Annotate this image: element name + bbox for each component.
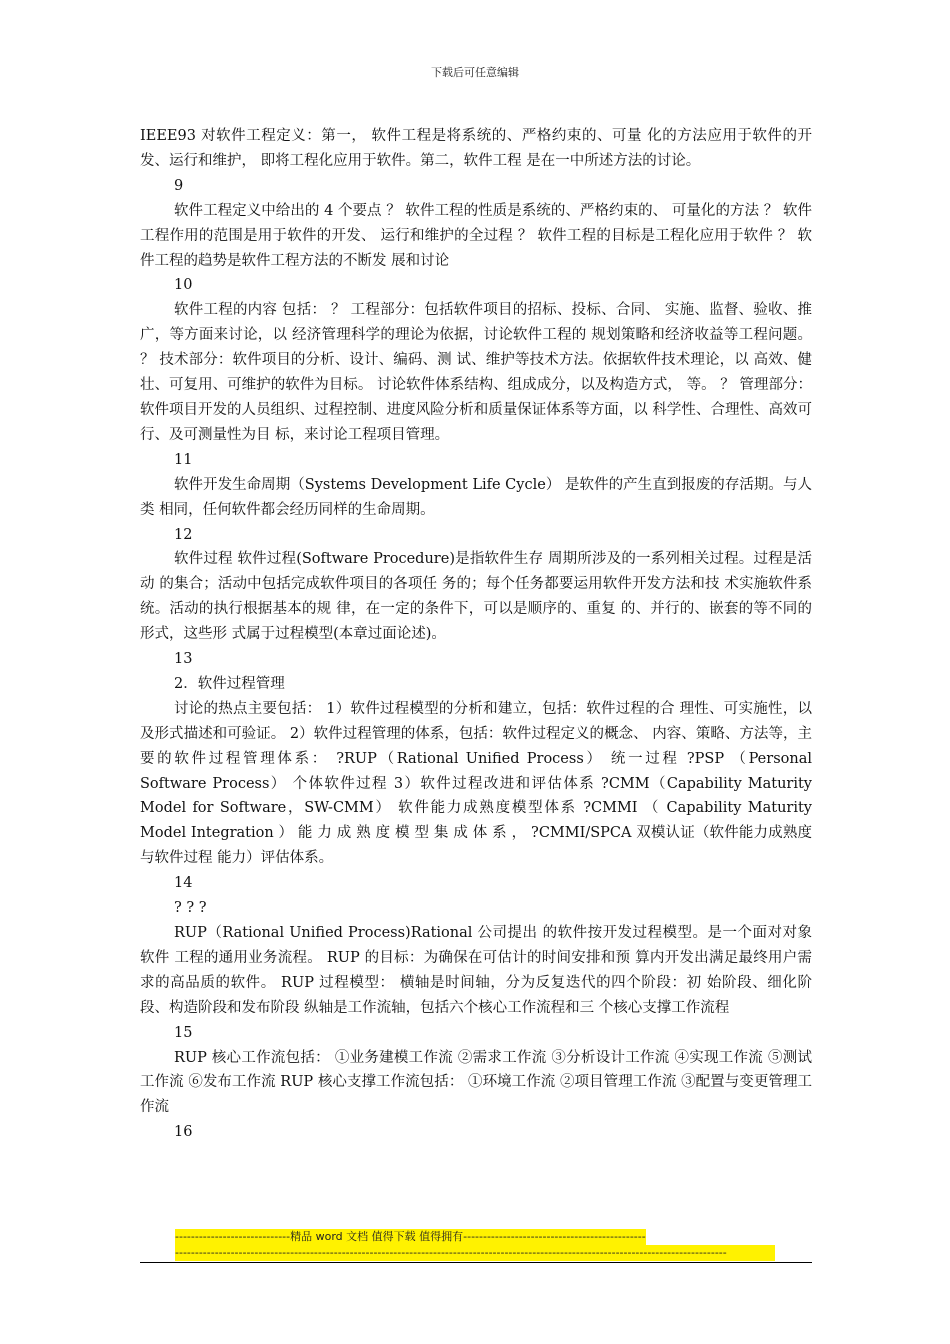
paragraph: 软件工程的内容 包括： ？ 工程部分：包括软件项目的招标、投标、合同、 实施、监督、验收、推广，等方面来讨论，以 经济管理科学的理论为依据，讨论软件工程的 规划策略和经济收益等工程问题。 ？ 技术部分：软件项目的分析、设计、编码、测 试、维护等技术方法。依据软件技术理论，以 高效、健壮、可复用、可维护的软件为目标。 讨论软件体系结构、组成成分，以及构造方式， 等。 ？ 管理部分：软件项目开发的人员组织、过程控制、进度风险分析和质量保证体系等方面，以 科学性、合理性、高效可行、及可测量性为目 标，来讨论工程项目管理。 <box>140 302 812 443</box>
footer-banner <box>175 1229 775 1261</box>
paragraph: 软件工程定义中给出的 4 个要点 ？ 软件工程的性质是系统的、严格约束的、 可量化的方法 ？ 软件工程作用的范围是用于软件的开发、 运行和维护的全过程 ？ 软件工程的目标是工程化应用于软件 ？ 软件工程的趋势是软件工程方法的不断发 展和讨论 <box>140 202 812 269</box>
paragraph: 软件过程 软件过程(Software Procedure)是指软件生存 周期所涉及的一系列相关过程。过程是活动 的集合；活动中包括完成软件项目的各项任 务的；每个任务都要运用软件开发方法和技 术实施软件系统。活动的执行根据基本的规 律，在一定的条件下，可以是顺序的、重复 的、并行的、嵌套的等不同的形式，这些形 式属于过程模型(本章过面论述)。 <box>140 551 812 643</box>
page-number-label: 9 <box>174 177 184 194</box>
paragraph: 软件开发生命周期（Systems Development Life Cycle） 是软件的产生直到报废的存活期。与人类 相同，任何软件都会经历同样的生命周期。 <box>140 476 812 518</box>
paragraph: RUP（Rational Unified Process)Rational 公司提出 的软件按开发过程模型。是一个面对对象软件 工程的通用业务流程。 RUP 的目标：为确保在可估计的时间安排和预 算内开发出满足最终用户需求的高品质的软件。 RUP 过程模型： 横轴是时间轴，分为反复迭代的四个阶段：初 始阶段、细化阶段、构造阶段和发布阶段 纵轴是工作流轴，包括六个核心工作流程和三 个核心支撑工作流程 <box>140 925 812 1016</box>
section-heading: 2．软件过程管理 <box>174 675 285 692</box>
footer-slogan: -----------------------------精品 word 文档 值得下载 值得拥有---------------------------------------------- <box>175 1230 646 1243</box>
paragraph: RUP 核心工作流包括： ①业务建模工作流 ②需求工作流 ③分析设计工作流 ④实现工作流 ⑤测试工作流 ⑥发布工作流 RUP 核心支撑工作流包括： ①环境工作流 ②项目管理工作流 ③配置与变更管理工作流 <box>140 1049 812 1116</box>
placeholder-marks: ? ? ? <box>174 900 207 917</box>
document-body <box>140 124 812 1145</box>
page-number-label: 11 <box>174 451 193 468</box>
page-header: 下载后可任意编辑 <box>431 66 519 79</box>
page-number-label: 16 <box>174 1124 193 1141</box>
paragraph: IEEE93 对软件工程定义：第一， 软件工程是将系统的、严格约束的、可量 化的方法应用于软件的开发、运行和维护， 即将工程化应用于软件。第二，软件工程 是在一中所述方法的讨论。 <box>140 128 812 169</box>
page-number-label: 15 <box>174 1024 193 1041</box>
page-number-label: 12 <box>174 526 193 543</box>
page-number-label: 14 <box>174 875 193 892</box>
page-number-label: 10 <box>174 277 193 294</box>
paragraph: 讨论的热点主要包括： 1）软件过程模型的分析和建立，包括：软件过程的合 理性、可实施性，以及形式描述和可验证。 2）软件过程管理的体系，包括：软件过程定义的概念、 内容、策略、方法等，主要的软件过程管理体系： ?RUP（Rational Unified Process） 统一过程 ?PSP （Personal Software Process） 个体软件过程 3）软件过程改进和评估体系 ?CMM（Capability Maturity Model for Software，SW-CMM） 软件能力成熟度模型体系 ?CMMI （ Capability Maturity Model Integration ） 能 力 成 熟 度 模 型 集 成 体 系 ， ?CMMI/SPCA 双模认证（软件能力成熟度与软件过程 能力）评估体系。 <box>140 700 812 867</box>
page-number-label: 13 <box>174 651 193 668</box>
footer-dash-line: ------------------------------------------------------------------------------------------------------------------------------------------- <box>175 1245 775 1261</box>
footer-rule <box>140 1262 812 1263</box>
